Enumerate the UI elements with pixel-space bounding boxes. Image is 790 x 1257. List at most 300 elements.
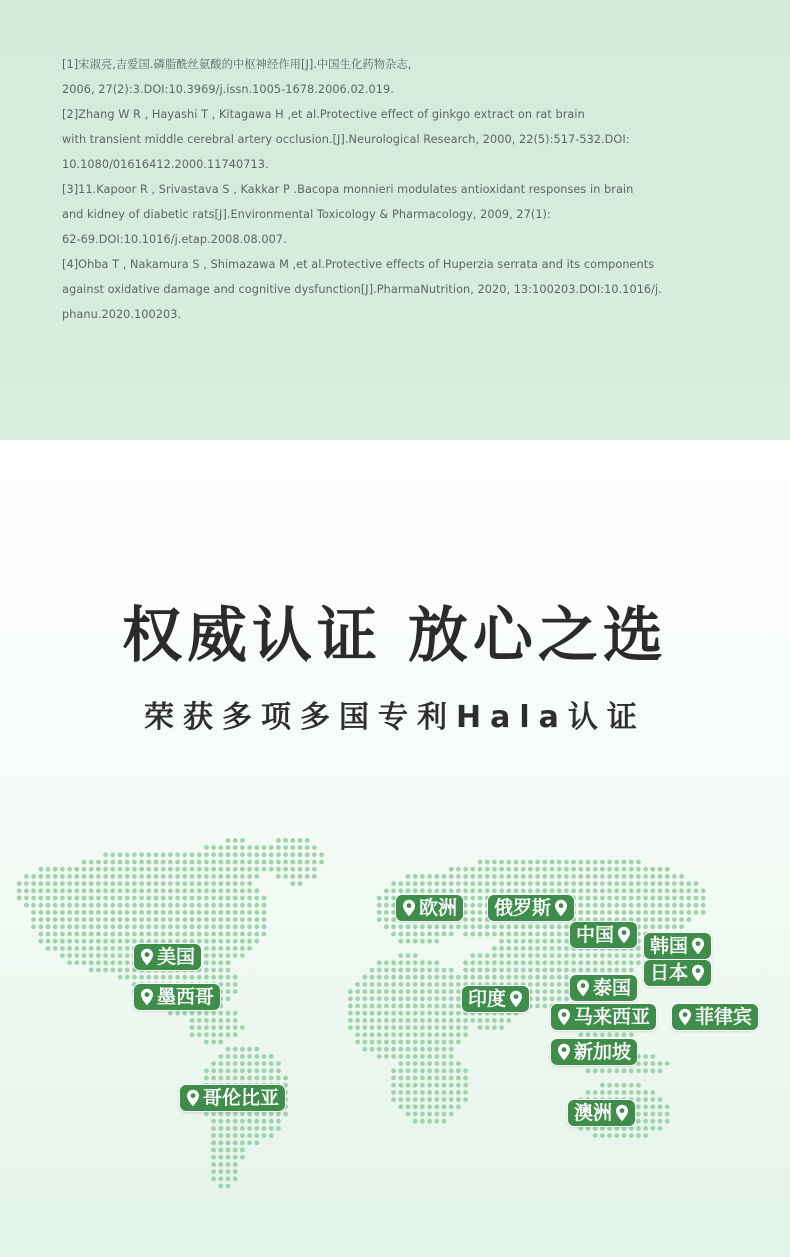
map-dot [578, 910, 583, 915]
map-dot [362, 1011, 367, 1016]
map-dot [521, 874, 526, 879]
map-dot [218, 910, 223, 915]
map-dot [125, 910, 130, 915]
map-dot [110, 968, 115, 973]
map-dot [24, 874, 29, 879]
map-dot [521, 946, 526, 951]
map-dot [658, 888, 663, 893]
map-dot [586, 960, 591, 965]
map-dot [449, 1004, 454, 1009]
map-dot [391, 960, 396, 965]
map-dot [650, 1068, 655, 1073]
map-dot [139, 932, 144, 937]
map-dot [254, 1076, 259, 1081]
map-dot [110, 888, 115, 893]
map-dot [542, 989, 547, 994]
map-dot [60, 896, 65, 901]
map-dot [226, 888, 231, 893]
map-dot [434, 1040, 439, 1045]
map-dot [38, 903, 43, 908]
map-dot [535, 996, 540, 1001]
map-dot [434, 1097, 439, 1102]
map-dot [449, 975, 454, 980]
map-dot [233, 881, 238, 886]
map-dot [190, 975, 195, 980]
map-dot [398, 960, 403, 965]
map-dot [470, 924, 475, 929]
map-dot [643, 924, 648, 929]
map-dot [38, 924, 43, 929]
map-dot [586, 903, 591, 908]
map-dot [60, 917, 65, 922]
map-dot [413, 1119, 418, 1124]
map-dot [434, 939, 439, 944]
map-dot [521, 968, 526, 973]
map-dot [643, 1133, 648, 1138]
location-label: 欧洲 [419, 896, 458, 919]
map-dot [434, 975, 439, 980]
map-dot [391, 1097, 396, 1102]
map-dot [406, 1032, 411, 1037]
map-dot [197, 1032, 202, 1037]
map-dot [420, 1032, 425, 1037]
map-dot [600, 910, 605, 915]
map-dot [139, 867, 144, 872]
map-dot [110, 896, 115, 901]
map-dot [125, 896, 130, 901]
map-dot [139, 910, 144, 915]
map-dot [413, 1112, 418, 1117]
map-dot [686, 896, 691, 901]
map-dot [118, 968, 123, 973]
map-dot [276, 1061, 281, 1066]
map-dot [190, 910, 195, 915]
map-dot [254, 1133, 259, 1138]
map-dot [118, 932, 123, 937]
map-dot [456, 1032, 461, 1037]
map-dot [211, 946, 216, 951]
map-dot [38, 932, 43, 937]
map-dot [132, 852, 137, 857]
map-dot [125, 860, 130, 865]
map-dot [636, 1133, 641, 1138]
location-label: 俄罗斯 [494, 896, 552, 919]
map-dot [247, 1068, 252, 1073]
map-dot [118, 946, 123, 951]
map-dot [442, 982, 447, 987]
map-dot [442, 1025, 447, 1030]
map-dot [218, 1068, 223, 1073]
map-dot [391, 888, 396, 893]
map-dot [434, 1047, 439, 1052]
map-dot [240, 939, 245, 944]
map-dot [434, 1090, 439, 1095]
map-dot [427, 1068, 432, 1073]
references-section [0, 0, 790, 440]
map-dot [470, 881, 475, 886]
map-dot [449, 1040, 454, 1045]
map-dot [413, 968, 418, 973]
map-dot [528, 946, 533, 951]
map-dot [211, 1126, 216, 1131]
map-dot [254, 845, 259, 850]
map-dot [643, 903, 648, 908]
map-dot [154, 917, 159, 922]
map-dot [406, 881, 411, 886]
location-badge-korea [643, 932, 712, 960]
map-dot [550, 860, 555, 865]
map-dot [211, 1011, 216, 1016]
map-dot [67, 932, 72, 937]
map-dot [535, 932, 540, 937]
map-dot [82, 860, 87, 865]
map-dot [96, 881, 101, 886]
map-dot [686, 910, 691, 915]
map-dot [463, 1032, 468, 1037]
map-dot [485, 932, 490, 937]
map-dot [355, 1011, 360, 1016]
map-dot [434, 1068, 439, 1073]
reference-line: [4]Ohba T , Nakamura S , Shimazawa M ,et al.Protective effects of Huperzia serrata and its components [62, 258, 655, 271]
map-dot [478, 917, 483, 922]
map-dot [550, 874, 555, 879]
map-dot [384, 896, 389, 901]
map-dot [427, 932, 432, 937]
map-dot [701, 903, 706, 908]
map-dot [370, 1025, 375, 1030]
map-dot [53, 932, 58, 937]
map-dot [218, 896, 223, 901]
map-dot [46, 932, 51, 937]
map-dot [190, 1032, 195, 1037]
map-dot [154, 888, 159, 893]
map-dot [427, 982, 432, 987]
map-dot [413, 1054, 418, 1059]
map-dot [226, 1184, 231, 1189]
map-dot [528, 953, 533, 958]
map-dot [535, 881, 540, 886]
map-dot [226, 838, 231, 843]
map-dot [600, 1032, 605, 1037]
map-dot [211, 1140, 216, 1145]
reference-list [62, 52, 742, 327]
map-dot [434, 1061, 439, 1066]
map-dot [658, 1119, 663, 1124]
map-dot [406, 1011, 411, 1016]
map-dot [240, 917, 245, 922]
map-dot [348, 996, 353, 1001]
map-dot [24, 881, 29, 886]
map-dot [240, 1076, 245, 1081]
map-dot [406, 1025, 411, 1030]
map-dot [53, 903, 58, 908]
map-dot [470, 896, 475, 901]
map-dot [535, 982, 540, 987]
map-dot [672, 874, 677, 879]
map-dot [290, 881, 295, 886]
map-dot [118, 910, 123, 915]
map-dot [463, 1083, 468, 1088]
map-dot [233, 1025, 238, 1030]
map-dot [103, 903, 108, 908]
map-dot [564, 874, 569, 879]
map-dot [240, 953, 245, 958]
map-dot [161, 881, 166, 886]
map-dot [557, 968, 562, 973]
map-dot [290, 845, 295, 850]
map-dot [442, 1047, 447, 1052]
map-dot [355, 989, 360, 994]
map-dot [607, 953, 612, 958]
map-dot [506, 953, 511, 958]
map-dot [427, 1112, 432, 1117]
map-dot [211, 1018, 216, 1023]
map-dot [175, 860, 180, 865]
map-dot [154, 910, 159, 915]
map-dot [427, 1061, 432, 1066]
map-dot [434, 888, 439, 893]
map-dot [506, 975, 511, 980]
map-dot [132, 975, 137, 980]
map-dot [434, 1076, 439, 1081]
map-dot [118, 874, 123, 879]
map-dot [650, 1054, 655, 1059]
map-dot [218, 1061, 223, 1066]
map-dot [218, 903, 223, 908]
map-dot [449, 888, 454, 893]
map-dot [240, 903, 245, 908]
map-dot [463, 867, 468, 872]
map-dot [600, 960, 605, 965]
location-label: 中国 [576, 923, 615, 946]
map-dot [197, 910, 202, 915]
map-dot [406, 982, 411, 987]
map-dot [622, 960, 627, 965]
map-dot [665, 917, 670, 922]
location-badge-australia [567, 1099, 636, 1127]
map-dot [398, 968, 403, 973]
map-dot [226, 1047, 231, 1052]
map-dot [161, 932, 166, 937]
map-dot [377, 989, 382, 994]
map-dot [118, 975, 123, 980]
map-dot [110, 932, 115, 937]
map-dot [125, 968, 130, 973]
map-dot [139, 896, 144, 901]
map-dot [427, 924, 432, 929]
map-dot [226, 982, 231, 987]
map-dot [456, 1097, 461, 1102]
map-dot [499, 960, 504, 965]
map-dot [226, 1011, 231, 1016]
map-dot [283, 845, 288, 850]
map-dot [96, 896, 101, 901]
map-dot [449, 1018, 454, 1023]
map-dot [269, 845, 274, 850]
map-dot [384, 1018, 389, 1023]
map-dot [622, 1133, 627, 1138]
map-dot [312, 874, 317, 879]
map-dot [636, 1119, 641, 1124]
map-dot [629, 881, 634, 886]
map-dot [636, 860, 641, 865]
map-dot [636, 1090, 641, 1095]
map-dot [182, 888, 187, 893]
map-dot [168, 917, 173, 922]
map-dot [218, 946, 223, 951]
map-dot [629, 968, 634, 973]
map-dot [218, 1169, 223, 1174]
map-dot [204, 1011, 209, 1016]
map-dot [96, 953, 101, 958]
map-dot [600, 1133, 605, 1138]
map-dot [485, 881, 490, 886]
map-dot [578, 968, 583, 973]
map-dot [636, 946, 641, 951]
map-dot [161, 896, 166, 901]
map-dot [420, 968, 425, 973]
map-dot [240, 881, 245, 886]
map-dot [31, 910, 36, 915]
map-dot [168, 896, 173, 901]
map-dot [370, 1047, 375, 1052]
map-dot [398, 1011, 403, 1016]
map-dot [629, 1083, 634, 1088]
map-dot [578, 867, 583, 872]
map-dot [499, 932, 504, 937]
map-dot [110, 910, 115, 915]
map-dot [312, 867, 317, 872]
location-label: 韩国 [650, 934, 689, 957]
map-dot [636, 903, 641, 908]
map-dot [463, 888, 468, 893]
map-dot [442, 932, 447, 937]
map-dot [190, 1011, 195, 1016]
map-dot [658, 1126, 663, 1131]
map-dot [197, 932, 202, 937]
map-dot [499, 953, 504, 958]
map-dot [643, 917, 648, 922]
location-badge-india [461, 985, 530, 1013]
map-dot [96, 874, 101, 879]
map-dot [38, 917, 43, 922]
map-dot [384, 1047, 389, 1052]
map-dot [262, 852, 267, 857]
map-dot [434, 982, 439, 987]
map-dot [53, 917, 58, 922]
map-dot [247, 896, 252, 901]
map-dot [60, 924, 65, 929]
map-dot [240, 1025, 245, 1030]
map-dot [247, 939, 252, 944]
map-dot [427, 1119, 432, 1124]
map-dot [240, 1054, 245, 1059]
map-dot [413, 888, 418, 893]
map-dot [233, 1076, 238, 1081]
map-dot [384, 917, 389, 922]
map-dot [550, 932, 555, 937]
map-dot [542, 874, 547, 879]
map-dot [247, 903, 252, 908]
map-dot [420, 1054, 425, 1059]
map-dot [103, 946, 108, 951]
map-dot [427, 996, 432, 1001]
map-dot [262, 1076, 267, 1081]
location-badge-philippines [671, 1003, 759, 1031]
map-dot [449, 1054, 454, 1059]
map-dot [67, 888, 72, 893]
map-dot [154, 896, 159, 901]
map-dot [391, 1025, 396, 1030]
map-dot [384, 989, 389, 994]
map-dot [607, 1068, 612, 1073]
map-dot [614, 1083, 619, 1088]
map-dot [434, 1112, 439, 1117]
map-dot [614, 1090, 619, 1095]
map-dot [413, 1068, 418, 1073]
map-dot [413, 1040, 418, 1045]
map-dot [175, 867, 180, 872]
map-dot [197, 1018, 202, 1023]
location-label: 马来西亚 [574, 1005, 651, 1028]
map-dot [240, 1126, 245, 1131]
map-dot [442, 1061, 447, 1066]
map-dot [478, 903, 483, 908]
map-dot [456, 975, 461, 980]
map-dot [276, 845, 281, 850]
map-dot [413, 1061, 418, 1066]
map-dot [420, 888, 425, 893]
map-dot [636, 1097, 641, 1102]
map-dot [398, 888, 403, 893]
map-dot [103, 917, 108, 922]
map-dot [427, 1083, 432, 1088]
map-dot [377, 1025, 382, 1030]
map-dot [298, 860, 303, 865]
map-dot [298, 845, 303, 850]
map-dot [233, 874, 238, 879]
map-dot [226, 975, 231, 980]
map-dot [521, 860, 526, 865]
map-dot [110, 903, 115, 908]
map-dot [348, 1004, 353, 1009]
map-dot [254, 888, 259, 893]
map-dot [629, 867, 634, 872]
map-dot [550, 968, 555, 973]
map-dot [247, 852, 252, 857]
map-dot [413, 924, 418, 929]
map-dot [456, 1104, 461, 1109]
map-dot [290, 867, 295, 872]
map-dot [571, 881, 576, 886]
map-dot [46, 881, 51, 886]
map-dot [542, 996, 547, 1001]
map-dot [622, 874, 627, 879]
map-dot [139, 924, 144, 929]
map-dot [218, 1119, 223, 1124]
map-dot [614, 1068, 619, 1073]
map-dot [218, 1011, 223, 1016]
map-dot [154, 881, 159, 886]
map-dot [420, 881, 425, 886]
map-dot [485, 968, 490, 973]
map-dot [240, 1112, 245, 1117]
map-dot [420, 1068, 425, 1073]
map-dot [420, 1040, 425, 1045]
map-dot [154, 874, 159, 879]
map-dot [478, 960, 483, 965]
map-dot [211, 888, 216, 893]
